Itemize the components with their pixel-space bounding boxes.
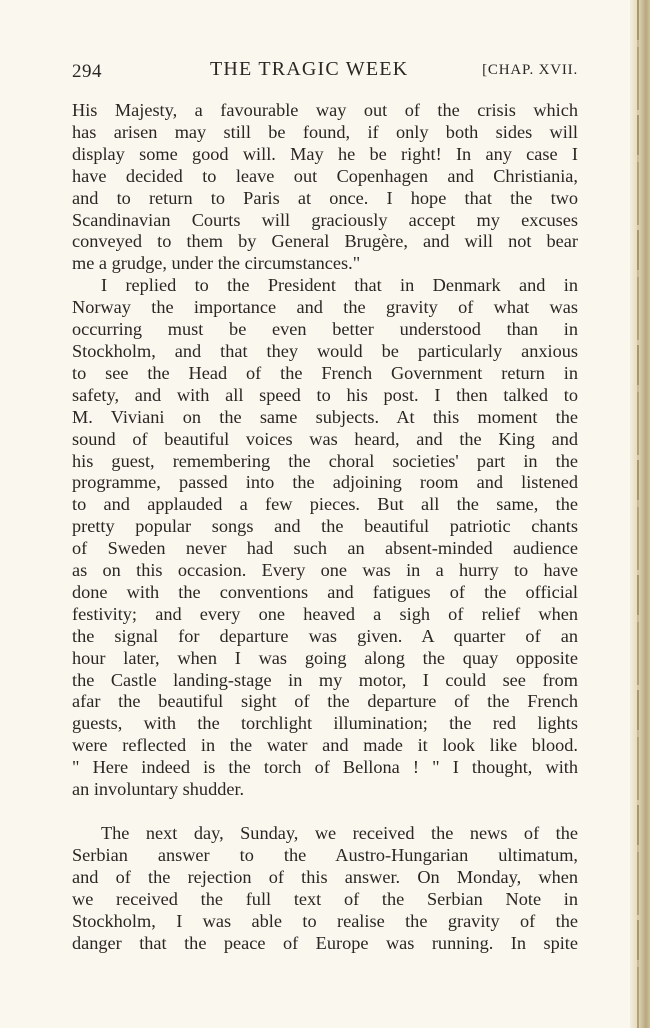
page-number: 294 bbox=[72, 61, 102, 82]
text-line: were reflected in the water and made it look like blood. bbox=[72, 735, 578, 756]
text-line: guests, with the torchlight illumination; the red lights bbox=[72, 713, 578, 734]
paragraph-1 bbox=[72, 100, 578, 275]
text-line: Norway the importance and the gravity of what was bbox=[72, 297, 578, 318]
text-line: Stockholm, and that they would be particularly anxious bbox=[72, 340, 578, 361]
text-line: safety, and with all speed to his post. I then talked to bbox=[72, 384, 578, 405]
paragraph-gap bbox=[72, 801, 578, 823]
text-line: Stockholm, I was able to realise the gravity of the bbox=[72, 910, 578, 931]
text-line: Scandinavian Courts will graciously accept my excuses bbox=[72, 209, 578, 230]
text-line: has arisen may still be found, if only both sides will bbox=[72, 121, 578, 142]
text-line: done with the conventions and fatigues of the official bbox=[72, 581, 578, 602]
text-line: an involuntary shudder. bbox=[72, 779, 245, 800]
text-line: me a grudge, under the circumstances." bbox=[72, 253, 361, 274]
text-line: to and applauded a few pieces. But all the same, the bbox=[72, 494, 578, 515]
text-line: to see the Head of the French Government return in bbox=[72, 362, 578, 383]
text-line: of Sweden never had such an absent-minded audience bbox=[72, 538, 578, 559]
text-line: The next day, Sunday, we received the news of the bbox=[101, 823, 578, 843]
running-title: THE TRAGIC WEEK bbox=[210, 58, 409, 80]
paragraph-2 bbox=[72, 275, 578, 801]
text-line: programme, passed into the adjoining room and listened bbox=[72, 472, 578, 493]
text-line: and to return to Paris at once. I hope that the two bbox=[72, 187, 578, 208]
text-line: display some good will. May he be right! In any case I bbox=[72, 143, 578, 164]
text-line: danger that the peace of Europe was running. In spite bbox=[72, 932, 578, 953]
text-line: occurring must be even better understood than in bbox=[72, 319, 578, 340]
text-line: festivity; and every one heaved a sigh of relief when bbox=[72, 603, 578, 624]
text-line: his guest, remembering the choral societies' part in the bbox=[72, 450, 578, 471]
text-line: Serbian answer to the Austro-Hungarian ultimatum, bbox=[72, 844, 578, 865]
page-edge bbox=[630, 0, 650, 1028]
text-line: pretty popular songs and the beautiful patriotic chants bbox=[72, 516, 578, 537]
text-line: " Here indeed is the torch of Bellona ! " I thought, with bbox=[72, 757, 578, 778]
text-line: M. Viviani on the same subjects. At this moment the bbox=[72, 406, 578, 427]
text-line: hour later, when I was going along the quay opposite bbox=[72, 647, 578, 668]
text-line: the signal for departure was given. A quarter of an bbox=[72, 625, 578, 646]
text-line: conveyed to them by General Brugère, and will not bear bbox=[72, 231, 578, 252]
body-text bbox=[72, 100, 578, 954]
text-line: and of the rejection of this answer. On Monday, when bbox=[72, 866, 578, 887]
text-line: the Castle landing-stage in my motor, I could see from bbox=[72, 669, 578, 690]
chapter-label: [CHAP. XVII. bbox=[482, 62, 578, 78]
paragraph-3 bbox=[72, 823, 578, 954]
running-header bbox=[72, 58, 578, 90]
text-line: sound of beautiful voices was heard, and the King and bbox=[72, 428, 578, 449]
text-line: His Majesty, a favourable way out of the crisis which bbox=[72, 100, 578, 120]
text-line: we received the full text of the Serbian Note in bbox=[72, 888, 578, 909]
text-line: afar the beautiful sight of the departure of the French bbox=[72, 691, 578, 712]
text-line: have decided to leave out Copenhagen and Christiania, bbox=[72, 165, 578, 186]
text-line: as on this occasion. Every one was in a hurry to have bbox=[72, 560, 578, 581]
text-line: I replied to the President that in Denmark and in bbox=[101, 275, 578, 296]
